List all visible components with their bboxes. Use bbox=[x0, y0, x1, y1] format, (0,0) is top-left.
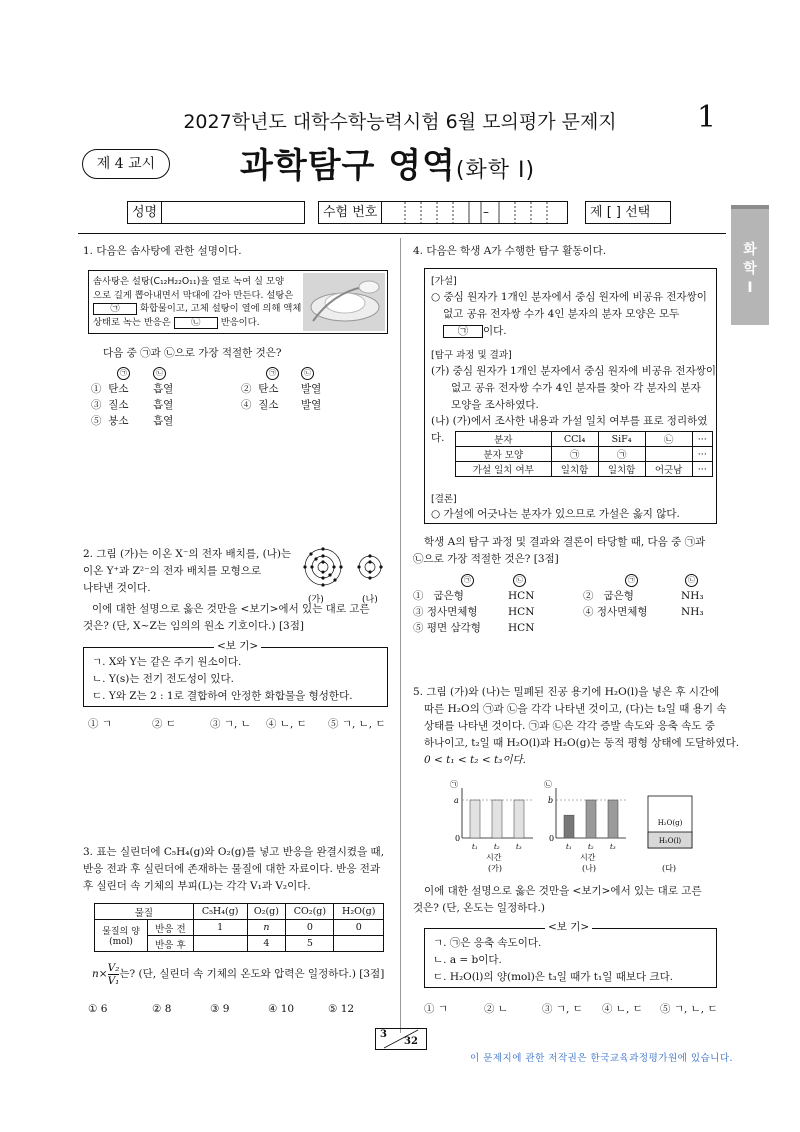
bogi-title: <보 기> bbox=[545, 919, 592, 936]
q1-line: 상태로 녹는 반응은 bbox=[93, 316, 171, 328]
q4-question: ㉡으로 가장 적절한 것은? [3점] bbox=[413, 553, 559, 565]
fig-label: (다) bbox=[662, 864, 676, 873]
bar-a-3 bbox=[514, 800, 524, 838]
q1-line: 으로 길게 뽑아내면서 막대에 감아 만든다. 설탕은 bbox=[93, 289, 294, 301]
q5-question: 이에 대한 설명으로 옳은 것만을 <보기>에서 있는 대로 고른 bbox=[424, 885, 702, 897]
q4-stem: 4. 다음은 학생 A가 수행한 탐구 활동이다. bbox=[413, 245, 607, 257]
formula-prefix: n× bbox=[92, 968, 108, 980]
q5-line: 5. 그림 (가)와 (나)는 밀폐된 진공 용기에 H₂O(l)을 넣은 후 시간에 bbox=[413, 686, 720, 698]
table-cell: O₂(g) bbox=[247, 904, 286, 920]
table-cell: CCl₄ bbox=[551, 432, 598, 447]
table-cell: 어긋남 bbox=[645, 462, 692, 477]
answer-5[interactable]: ⑤ ㄱ, ㄴ, ㄷ bbox=[328, 718, 386, 730]
table-cell: 0 bbox=[286, 920, 334, 936]
copyright-notice: 이 문제지에 관한 저작권은 한국교육과정평가원에 있습니다. bbox=[470, 1053, 734, 1064]
q2-bogi-box bbox=[83, 640, 388, 707]
q4-col-head: ㉠ bbox=[461, 574, 474, 587]
bogi-item: ㄷ. Y와 Z는 2 : 1로 결합하여 안정한 화합물을 형성한다. bbox=[92, 690, 353, 702]
bar-b-1 bbox=[564, 815, 574, 838]
liquid-label: H₂O(l) bbox=[658, 837, 682, 845]
table-cell: C₅H₄(g) bbox=[193, 904, 247, 920]
x-tick-label: t₃ bbox=[610, 843, 616, 851]
chart-xlabel: 시간 bbox=[486, 853, 502, 862]
table-cell: 물질 bbox=[95, 904, 194, 920]
table-cell: 분자 모양 bbox=[456, 447, 552, 462]
fig-label: (나) bbox=[582, 864, 596, 873]
header-rule bbox=[78, 233, 726, 234]
choice-5[interactable]: ⑤ 붕소 bbox=[91, 415, 129, 427]
q2-electron-diagram bbox=[300, 545, 390, 605]
chart-b-ylabel: ㉡ bbox=[544, 780, 552, 789]
q4-activity-box bbox=[424, 268, 717, 524]
choice-5[interactable]: ⑤ 평면 삼각형 bbox=[413, 622, 481, 634]
side-tab-char: 화 bbox=[743, 242, 757, 258]
q1-stem: 1. 다음은 솜사탕에 관한 설명이다. bbox=[83, 245, 242, 257]
q4-col-head: ㉡ bbox=[513, 574, 526, 587]
q1-choice-row bbox=[83, 397, 383, 413]
container-diagram bbox=[648, 796, 692, 873]
gas-label: H₂O(g) bbox=[657, 819, 683, 827]
answer-1[interactable]: ① ㄱ bbox=[424, 1003, 448, 1015]
table-cell: 가설 일치 여부 bbox=[456, 462, 552, 477]
choice-3[interactable]: ③ 정사면체형 bbox=[413, 606, 478, 618]
q1-blank-2: ㉡ bbox=[174, 317, 218, 329]
q4-col-head: ㉡ bbox=[685, 574, 698, 587]
choice-4-b: 발열 bbox=[301, 399, 322, 411]
q5-bogi-box bbox=[424, 921, 717, 988]
page-current: 3 bbox=[380, 1029, 387, 1040]
choice-1[interactable]: ① 굽은형 bbox=[413, 590, 464, 602]
answer-4[interactable]: ④ 10 bbox=[268, 1003, 295, 1015]
q5-figure bbox=[448, 778, 718, 878]
choice-3-b: HCN bbox=[508, 606, 535, 618]
q2-question: 것은? (단, X~Z는 임의의 원소 기호이다.) [3점] bbox=[83, 620, 304, 632]
choice-5-b: HCN bbox=[508, 622, 535, 634]
q5-line: 상태를 나타낸 것이다. ㉠과 ㉡은 각각 증발 속도와 응축 속도 중 bbox=[424, 720, 716, 732]
x-tick-label: t₃ bbox=[516, 843, 522, 851]
subject-main: 과학탐구 영역 bbox=[240, 146, 456, 186]
q1-line: 솜사탕은 설탕(C₁₂H₂₂O₁₁)을 열로 녹여 실 모양 bbox=[93, 276, 284, 287]
answer-4[interactable]: ④ ㄴ, ㄷ bbox=[266, 718, 307, 730]
q1-col-head: ㉠ bbox=[117, 367, 130, 380]
q4-blank: ㉠ bbox=[443, 325, 483, 338]
x-tick-label: t₂ bbox=[588, 843, 594, 851]
q1-line: 반응이다. bbox=[220, 316, 260, 328]
page-number: 1 bbox=[697, 100, 717, 135]
page-total: 32 bbox=[404, 1036, 418, 1047]
chart-a-ytick: a bbox=[454, 796, 459, 805]
table-cell: 반응 전 bbox=[148, 920, 194, 936]
bar-b-3 bbox=[608, 800, 618, 838]
choice-1-b: 흡열 bbox=[153, 383, 174, 395]
period-badge: 제 4 교시 bbox=[82, 149, 170, 179]
table-cell bbox=[645, 447, 692, 462]
x-tick-label: t₂ bbox=[494, 843, 500, 851]
fig-label: (가) bbox=[488, 864, 502, 873]
q1-choices bbox=[83, 367, 383, 429]
answer-3[interactable]: ③ 9 bbox=[210, 1003, 230, 1015]
choice-2[interactable]: ② 탄소 bbox=[241, 383, 279, 395]
q4-table bbox=[455, 431, 713, 477]
q1-question: 다음 중 ㉠과 ㉡으로 가장 적절한 것은? bbox=[103, 347, 282, 359]
q3-question-text: 는? (단, 실린더 속 기체의 온도와 압력은 일정하다.) [3점] bbox=[119, 968, 385, 980]
chart-b-ytick: b bbox=[548, 796, 554, 805]
table-cell: SiF₄ bbox=[598, 432, 645, 447]
section-title: [가설] bbox=[431, 276, 457, 287]
bogi-item: ㄴ. Y(s)는 전기 전도성이 있다. bbox=[92, 673, 234, 685]
answer-2[interactable]: ② ㄷ bbox=[152, 718, 176, 730]
frac-num: V₂ bbox=[107, 962, 120, 974]
name-box[interactable] bbox=[127, 201, 305, 224]
q1-choice-row bbox=[83, 413, 383, 429]
table-cell: ㉠ bbox=[598, 447, 645, 462]
table-cell: 분자 bbox=[456, 432, 552, 447]
q3-table bbox=[94, 903, 384, 952]
table-cell bbox=[334, 936, 384, 952]
table-cell: ··· bbox=[692, 447, 712, 462]
bogi-item: ㄴ. a = b이다. bbox=[433, 954, 502, 966]
table-cell: 물질의 양 (mol) bbox=[95, 920, 148, 952]
q4-text: (나) (가)에서 조사한 내용과 가설 일치 여부를 표로 정리하였다. bbox=[431, 415, 708, 444]
bogi-item: ㄱ. ㉠은 응축 속도이다. bbox=[433, 937, 542, 949]
name-label: 성명 bbox=[128, 202, 162, 223]
q4-text: 없고 공유 전자쌍 수가 4인 분자의 분자 모양은 모두 bbox=[443, 308, 680, 320]
q1-blank-1: ㉠ bbox=[93, 303, 137, 315]
table-cell: ㉠ bbox=[551, 447, 598, 462]
selection-label: 제 [ ] 선택 bbox=[590, 205, 651, 220]
table-cell: 5 bbox=[286, 936, 334, 952]
q5-question: 것은? (단, 온도는 일정하다.) bbox=[413, 902, 545, 914]
q2-line: 이온 Y⁺과 Z²⁻의 전자 배치를 모형으로 bbox=[83, 565, 262, 577]
exam-title: 2027학년도 대학수학능력시험 6월 모의평가 문제지 bbox=[183, 111, 617, 133]
table-cell: 일치함 bbox=[551, 462, 598, 477]
q4-text-line: ㉠ 이다. bbox=[443, 323, 507, 340]
answer-5[interactable]: ⑤ 12 bbox=[328, 1003, 355, 1015]
choice-4[interactable]: ④ 질소 bbox=[241, 399, 279, 411]
q4-text: 모양을 조사하였다. bbox=[451, 399, 539, 411]
choice-1[interactable]: ① 탄소 bbox=[91, 383, 129, 395]
chart-b bbox=[544, 779, 626, 873]
choice-3-b: 흡열 bbox=[153, 399, 174, 411]
table-cell: H₂O(g) bbox=[334, 904, 384, 920]
table-cell: 0 bbox=[334, 920, 384, 936]
column-divider bbox=[400, 238, 401, 1033]
q5-line: 따른 H₂O의 ㉠과 ㉡을 각각 나타낸 것이고, (다)는 t₂일 때 용기 속 bbox=[424, 703, 727, 715]
selection-box[interactable] bbox=[585, 201, 671, 224]
q4-question: 학생 A의 탐구 과정 및 결과와 결론이 타당할 때, 다음 중 ㉠과 bbox=[424, 536, 706, 548]
q1-line: 화합물이고, 고체 설탕이 열에 의해 액체 bbox=[139, 303, 302, 314]
q2-line: 나타낸 것이다. bbox=[83, 582, 151, 594]
q4-text: ○ 중심 원자가 1개인 분자에서 중심 원자에 비공유 전자쌍이 bbox=[431, 291, 707, 303]
choice-4[interactable]: ④ 정사면체형 bbox=[583, 606, 648, 618]
chart-origin: 0 bbox=[549, 834, 555, 843]
q3-line: 3. 표는 실린더에 C₅H₄(g)와 O₂(g)를 넣고 반응을 완결시켰을 때, bbox=[83, 846, 385, 858]
table-cell: ··· bbox=[692, 432, 712, 447]
choice-1-b: HCN bbox=[508, 590, 535, 602]
q3-question bbox=[92, 962, 384, 992]
frac-den: V₁ bbox=[107, 975, 120, 987]
answer-3[interactable]: ③ ㄱ, ㄴ bbox=[210, 718, 251, 730]
exam-number-dash: – bbox=[483, 205, 489, 219]
fig-label: (나) bbox=[362, 595, 378, 605]
answer-1[interactable]: ① 6 bbox=[88, 1003, 108, 1015]
bogi-item: ㄱ. X와 Y는 같은 주기 원소이다. bbox=[92, 656, 242, 668]
fig-label: (가) bbox=[308, 595, 324, 605]
table-cell: ··· bbox=[692, 462, 712, 477]
choice-4-b: NH₃ bbox=[681, 606, 704, 618]
q1-passage-box bbox=[88, 270, 388, 334]
table-cell: ㉡ bbox=[645, 432, 692, 447]
table-cell: 4 bbox=[247, 936, 286, 952]
exam-number-label: 수험 번호 bbox=[319, 202, 382, 223]
q1-choice-row bbox=[83, 381, 383, 397]
page-counter bbox=[375, 1028, 427, 1050]
q3-line: 후 실린더 속 기체의 부피(L)는 각각 V₁과 V₂이다. bbox=[83, 880, 311, 892]
side-tab-char: I bbox=[747, 280, 753, 296]
subject-title bbox=[240, 138, 535, 187]
choice-2-b: 발열 bbox=[301, 383, 322, 395]
bar-a-2 bbox=[492, 800, 502, 838]
table-cell: 1 bbox=[193, 920, 247, 936]
section-title: [탐구 과정 및 결과] bbox=[431, 350, 512, 361]
answer-4[interactable]: ④ ㄴ, ㄷ bbox=[602, 1003, 643, 1015]
bar-a-1 bbox=[470, 800, 480, 838]
q1-col-head: ㉡ bbox=[301, 367, 314, 380]
answer-3[interactable]: ③ ㄱ, ㄷ bbox=[542, 1003, 583, 1015]
q4-text: (가) 중심 원자가 1개인 분자에서 중심 원자에 비공유 전자쌍이 bbox=[431, 365, 717, 377]
answer-1[interactable]: ① ㄱ bbox=[88, 718, 112, 730]
q3-line: 반응 전과 후 실린더에 존재하는 물질에 대한 자료이다. 반응 전과 bbox=[83, 863, 381, 875]
answer-2[interactable]: ② 8 bbox=[152, 1003, 172, 1015]
q4-col-head: ㉠ bbox=[625, 574, 638, 587]
q5-line: 0 < t₁ < t₂ < t₃이다. bbox=[424, 754, 527, 766]
bogi-item: ㄷ. H₂O(l)의 양(mol)은 t₃일 때가 t₁일 때보다 크다. bbox=[433, 971, 674, 983]
exam-number-cells bbox=[389, 202, 569, 223]
subject-sub: (화학 I) bbox=[455, 158, 536, 183]
chart-origin: 0 bbox=[455, 834, 461, 843]
table-cell: 반응 후 bbox=[148, 936, 194, 952]
subject-side-tab bbox=[731, 209, 769, 325]
side-tab-char: 학 bbox=[743, 261, 757, 277]
q1-col-head: ㉠ bbox=[266, 367, 279, 380]
choice-3[interactable]: ③ 질소 bbox=[91, 399, 129, 411]
chart-xlabel: 시간 bbox=[580, 853, 596, 862]
q4-choices bbox=[413, 574, 723, 636]
table-cell bbox=[193, 936, 247, 952]
choice-2[interactable]: ② 굽은형 bbox=[583, 590, 634, 602]
table-cell: CO₂(g) bbox=[286, 904, 334, 920]
bar-b-2 bbox=[586, 800, 596, 838]
q1-col-head: ㉡ bbox=[153, 367, 166, 380]
q2-line: 2. 그림 (가)는 이온 X⁻의 전자 배치를, (나)는 bbox=[83, 548, 292, 560]
chart-a bbox=[450, 779, 533, 873]
exam-number-box[interactable] bbox=[318, 201, 568, 224]
table-cell: 일치함 bbox=[598, 462, 645, 477]
bogi-title: <보 기> bbox=[214, 638, 261, 655]
x-tick-label: t₁ bbox=[566, 843, 572, 851]
answer-2[interactable]: ② ㄴ bbox=[484, 1003, 508, 1015]
q5-line: 하나이고, t₂일 때 H₂O(l)과 H₂O(g)는 동적 평형 상태에 도달하였다. bbox=[424, 737, 740, 749]
table-cell: n bbox=[247, 920, 286, 936]
choice-5-b: 흡열 bbox=[153, 415, 174, 427]
q2-question: 이에 대한 설명으로 옳은 것만을 <보기>에서 있는 대로 고른 bbox=[92, 603, 370, 615]
cotton-candy-image bbox=[303, 273, 385, 331]
x-tick-label: t₁ bbox=[472, 843, 478, 851]
choice-2-b: NH₃ bbox=[681, 590, 704, 602]
chart-a-ylabel: ㉠ bbox=[450, 780, 458, 789]
section-title: [결론] bbox=[431, 494, 457, 505]
svg-text:.: . bbox=[322, 566, 324, 573]
q4-text: 없고 공유 전자쌍 수가 4인 분자를 찾아 각 분자의 분자 bbox=[451, 382, 701, 394]
q4-text: ○ 가설에 어긋나는 분자가 있으므로 가설은 옳지 않다. bbox=[431, 508, 680, 520]
answer-5[interactable]: ⑤ ㄱ, ㄴ, ㄷ bbox=[660, 1003, 718, 1015]
